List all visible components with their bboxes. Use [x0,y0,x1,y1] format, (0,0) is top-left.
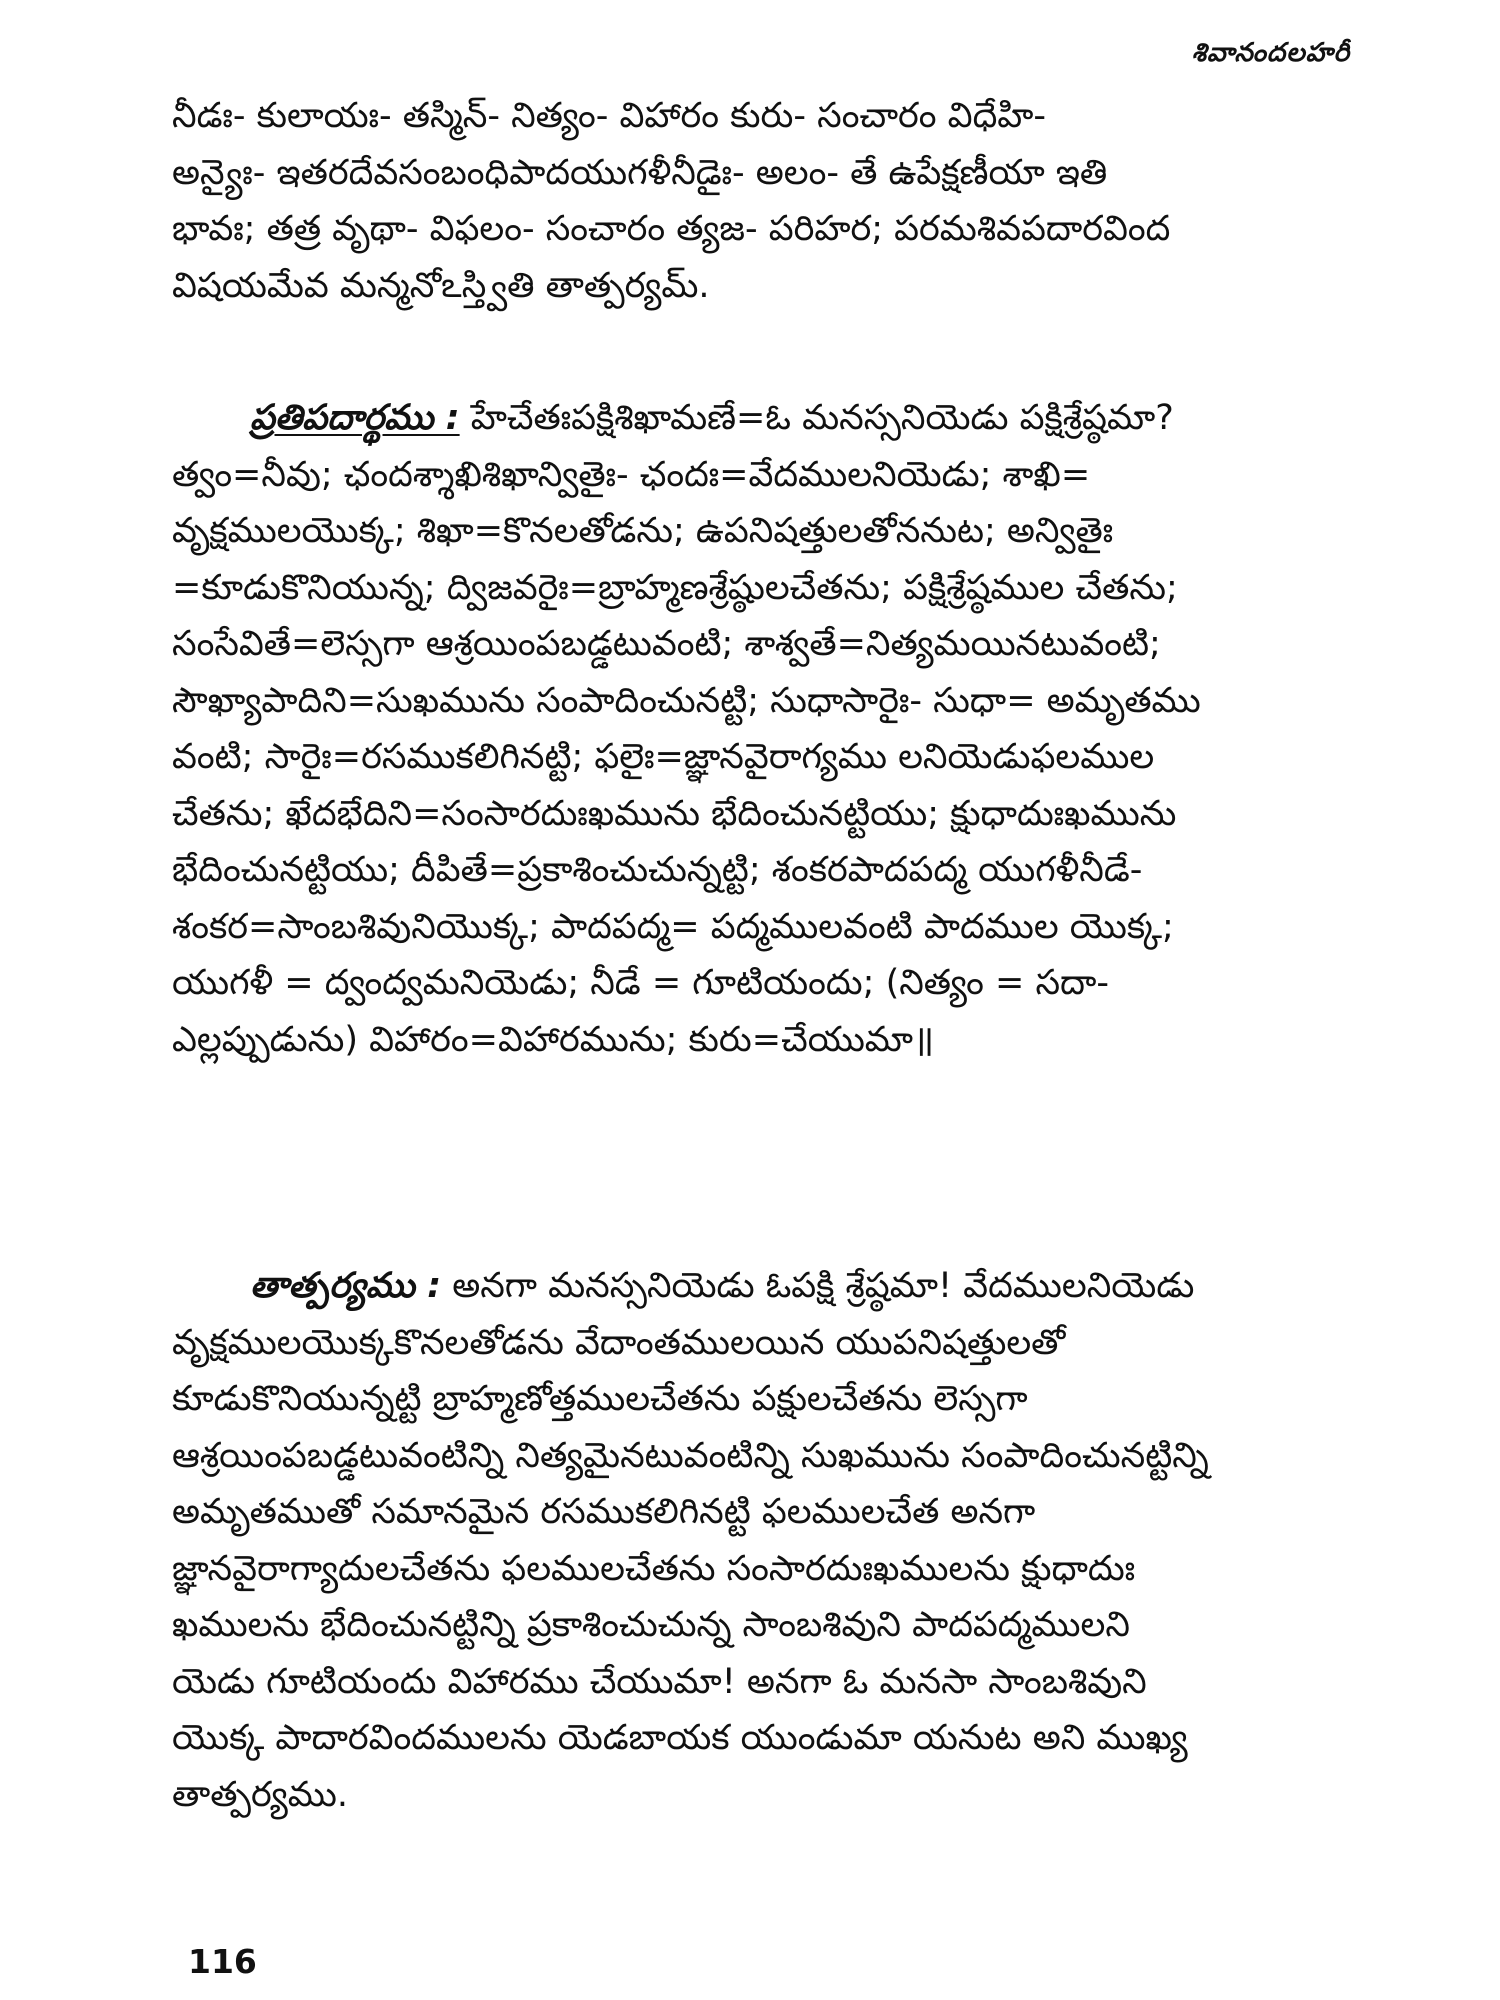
word-meaning-line: వంటి; సారైః=రసముకలిగినట్టి; ఫలైః=జ్ఞానవైరాగ్యము లనియెడుఫలముల [172,737,1155,777]
running-header-title: శివానందలహరీ [1191,38,1350,68]
purport-line: తాత్పర్యము. [172,1774,349,1815]
purport-line: యొక్క పాదారవిందములను యెడబాయక యుండుమా యనుట అని ముఖ్య [172,1718,1188,1758]
word-meaning-first-text: హేచేతఃపక్షిశిఖామణే=ఓ మనస్సనియెడు పక్షిశ్రేష్ఠమా? [459,398,1174,438]
word-meaning-line: యుగళీ = ద్వంద్వమనియెడు; నీడే = గూటియందు; (నిత్యం = సదా- [172,963,1110,1003]
purport-paragraph [172,1258,1342,1823]
purport-first-text: అనగా మనస్సనియెడు ఓపక్షి శ్రేష్ఠమా! వేదములనియెడు [441,1266,1195,1306]
purport-line: ఆశ్రయింపబడ్డటువంటిన్ని నిత్యమైనటువంటిన్ని సుఖమును సంపాదించునట్టిన్ని [172,1435,1209,1476]
purport-line: వృక్షములయొక్కకొనలతోడను వేదాంతములయిన యుపనిషత్తులతో [172,1322,1066,1363]
commentary-line: అన్యైః- ఇతరదేవసంబంధిపాదయుగళీనీడైః- అలం- తే ఉపేక్షణీయా ఇతి [172,152,1108,193]
purport-line: ఖములను భేదించునట్టిన్ని ప్రకాశించుచున్న సాంబశివుని పాదపద్మములని [172,1605,1130,1645]
word-meaning-line: త్వం=నీవు; ఛందశ్శాఖిశిఖాన్వితైః- ఛందః=వేదములనియెడు; శాఖి= [172,454,1091,495]
purport-first-line [172,1258,1342,1315]
purport-line: యెడు గూటియందు విహారము చేయుమా! అనగా ఓ మనసా సాంబశివుని [172,1661,1147,1702]
commentary-line: నీడః- కులాయః- తస్మిన్- నిత్యం- విహారం కురు- సంచారం విధేహి- [172,96,1047,136]
purport-label: తాత్పర్యము : [250,1266,442,1306]
word-meaning-line: భేదించునట్టియు; దీపితే=ప్రకాశించుచున్నట్టి; శంకరపాదపద్మ యుగళీనీడే- [172,850,1143,890]
word-meaning-line: ఎల్లప్పుడును) విహారం=విహారమును; కురు=చేయుమా॥ [172,1019,935,1060]
purport-line: కూడుకొనియున్నట్టి బ్రాహ్మణోత్తములచేతను పక్షులచేతను లెస్సగా [172,1379,1028,1419]
word-meaning-line: చేతను; ఖేదభేదిని=సంసారదుఃఖమును భేదించునట్టియు; క్షుధాదుఃఖమును [172,793,1177,834]
commentary-line: భావః; తత్ర వృథా- విఫలం- సంచారం త్యజ- పరిహర; పరమశివపదారవింద [172,209,1171,249]
commentary-line: విషయమేవ మన్మనోఽస్త్వితి తాత్పర్యమ్. [172,265,710,306]
word-meaning-line: శంకర=సాంబశివునియొక్క; పాదపద్మ= పద్మములవంటి పాదముల యొక్క; [172,906,1174,947]
word-meaning-line: సంసేవితే=లెస్సగా ఆశ్రయింపబడ్డటువంటి; శాశ్వతే=నిత్యమయినటువంటి; [172,624,1161,664]
word-meaning-line: =కూడుకొనియున్న; ద్విజవరైః=బ్రాహ్మణశ్రేష్ఠులచేతను; పక్షిశ్రేష్ఠముల చేతను; [172,567,1178,608]
word-meaning-line: సౌఖ్యాపాదిని=సుఖమును సంపాదించునట్టి; సుధాసారైః- సుధా= అమృతము [172,680,1201,721]
word-meaning-label: ప్రతిపదార్థము : [250,398,460,438]
purport-line: అమృతముతో సమానమైన రసముకలిగినట్టి ఫలములచేత అనగా [172,1492,1036,1532]
purport-line: జ్ఞానవైరాగ్యాదులచేతను ఫలములచేతను సంసారదుఃఖములను క్షుధాదుః [172,1548,1136,1589]
word-meaning-line: వృక్షములయొక్క; శిఖా=కొనలతోడను; ఉపనిషత్తులతోననుట; అన్వితైః [172,511,1114,551]
word-meaning-paragraph [172,390,1342,1068]
commentary-paragraph [172,88,1342,314]
word-meaning-first-line [172,390,1342,447]
page-number: 116 [188,1942,257,1981]
